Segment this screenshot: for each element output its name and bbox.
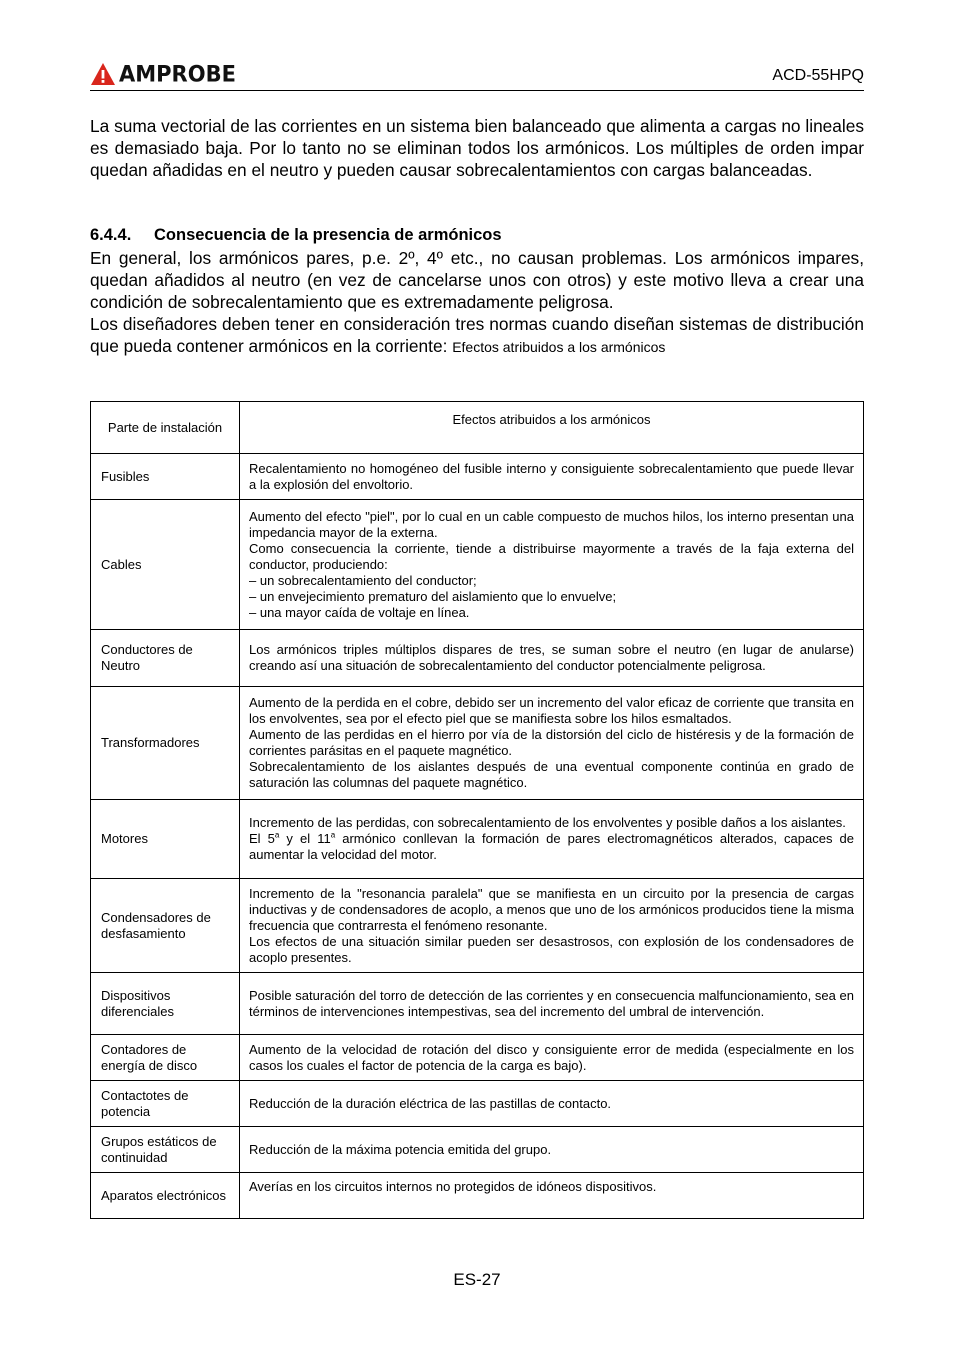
effect-line: Averías en los circuitos internos no protegidos de idóneos dispositivos.: [249, 1179, 657, 1194]
effect-line: Como consecuencia la corriente, tiende a distribuirse mayormente a través de la faja externa del conductor, produciendo:: [249, 540, 854, 572]
effect-line: [249, 831, 854, 863]
header-part: Parte de instalación: [91, 402, 240, 454]
section-title: Consecuencia de la presencia de armónicos: [154, 226, 502, 244]
effect-line: Aumento de la perdida en el cobre, debido ser un incremento del valor eficaz de corriente que transita en los envolventes, sea por el efecto piel que se manifiesta sobre los hilos esmaltados.: [249, 695, 854, 726]
effect-line: Aumento del efecto "piel", por lo cual en un cable compuesto de muchos hilos, los interno presentan una impedancia mayor de la externa.: [249, 508, 854, 540]
header-effects: Efectos atribuidos a los armónicos: [240, 402, 864, 454]
harmonics-effects-table: [90, 401, 864, 1219]
effect-line: – un envejecimiento prematuro del aislamiento que lo envuelve;: [249, 588, 617, 604]
row-effects: [240, 454, 864, 500]
intro-paragraph: La suma vectorial de las corrientes en un sistema bien balanceado que alimenta a cargas no lineales es demasiado baja. Por lo tanto no se eliminan todos los armónicos. Los múltiples de orden impar quedan añadidas en el neutro y pueden causar sobrecalentamientos con cargas balanceadas.: [90, 116, 864, 180]
effect-line: Posible saturación del torro de detección de las corrientes y en consecuencia malfuncionamiento, sea en términos de intervenciones intempestivas, sea del incremento del umbral de intervención.: [249, 987, 854, 1019]
section-paragraph-2: [90, 313, 864, 358]
table-row: [91, 879, 864, 973]
page-number: ES-27: [453, 1270, 501, 1289]
effect-line: Incremento de las perdidas, con sobrecalentamiento de los envolventes y posible daños a los aislantes.: [249, 815, 846, 830]
table-row: [91, 454, 864, 500]
row-part: Transformadores: [91, 687, 240, 800]
effect-line: Sobrecalentamiento de los aislantes después de una eventual componente continúa en grado de saturación las columnas del paquete magnético.: [249, 759, 854, 790]
row-effects: [240, 687, 864, 800]
effect-text: El 5: [249, 831, 275, 846]
table-row: [91, 1035, 864, 1081]
table-row: [91, 630, 864, 687]
table-header-row: [91, 402, 864, 454]
effect-line: – una mayor caída de voltaje en línea.: [249, 604, 470, 620]
ordinal-superscript: a: [274, 830, 280, 840]
row-part: Motores: [91, 800, 240, 879]
effect-line: Reducción de la máxima potencia emitida del grupo.: [249, 1141, 552, 1157]
effect-line: Aumento de las perdidas en el hierro por vía de la distorsión del ciclo de histéresis y de la formación de corrientes parásitas en el paquete magnético.: [249, 727, 854, 758]
row-part: Fusibles: [91, 454, 240, 500]
row-part: Cables: [91, 500, 240, 630]
row-part: Dispositivos diferenciales: [91, 973, 240, 1035]
row-effects: [240, 1035, 864, 1081]
section-paragraph-2-small: Efectos atribuidos a los armónicos: [452, 339, 666, 355]
ordinal-superscript: a: [330, 830, 336, 840]
row-effects: [240, 500, 864, 630]
row-effects: [240, 973, 864, 1035]
effect-text: armónico conllevan la formación de pares electromagnéticos alterados, capaces de aumentar la velocidad del motor.: [249, 831, 854, 862]
section-paragraph-1: En general, los armónicos pares, p.e. 2º, 4º etc., no causan problemas. Los armónicos impares, quedan añadidos al neutro (en vez de cancelarse unos con otros) y este motivo lleva a crear una condición de sobrecalentamiento que es extremadamente peligrosa.: [90, 248, 864, 312]
brand-name: AMPROBE: [119, 61, 236, 87]
table-row: [91, 1173, 864, 1219]
row-part: Aparatos electrónicos: [91, 1173, 240, 1219]
effect-line: – un sobrecalentamiento del conductor;: [249, 572, 477, 588]
effect-line: Los armónicos triples múltiplos dispares de tres, se suman sobre el neutro (en lugar de anularse) creando así una situación de sobrecalentamiento del conductor potencialmente peligrosa.: [249, 642, 854, 673]
effect-text: y el 11: [279, 831, 331, 846]
row-effects: [240, 1081, 864, 1127]
row-part: Conductores de Neutro: [91, 630, 240, 687]
table-row: [91, 500, 864, 630]
brand-logo: [90, 60, 236, 88]
section-number: 6.4.4.: [90, 226, 132, 244]
row-effects: [240, 879, 864, 973]
table-row: [91, 973, 864, 1035]
warning-triangle-icon: [90, 62, 116, 86]
row-part: Contadores de energía de disco: [91, 1035, 240, 1081]
model-number: ACD-55HPQ: [772, 67, 864, 84]
row-part: Grupos estáticos de continuidad: [91, 1127, 240, 1173]
effect-line: Los efectos de una situación similar pueden ser desastrosos, con explosión de los condensadores de acoplo presentes.: [249, 933, 854, 965]
effect-line: Aumento de la velocidad de rotación del disco y consiguiente error de medida (especialmente en los casos los cuales el factor de potencia de la carga es bajo).: [249, 1041, 854, 1073]
page-header: [90, 58, 864, 91]
effect-line: Incremento de la "resonancia paralela" que se manifiesta en un circuito por la presencia de cargas inductivas y de condensadores de acoplo, a menos que uno de los armónicos producidos tiene la misma frecuencia que contrarresta el fenómeno resonante.: [249, 885, 854, 933]
row-effects: [240, 1173, 864, 1219]
table-row: [91, 687, 864, 800]
effect-line: Recalentamiento no homogéneo del fusible interno y consiguiente sobrecalentamiento que puede llevar a la explosión del envoltorio.: [249, 460, 854, 492]
effect-line: Reducción de la duración eléctrica de las pastillas de contacto.: [249, 1095, 612, 1111]
row-part: Condensadores de desfasamiento: [91, 879, 240, 973]
row-effects: [240, 630, 864, 687]
row-part: Contactotes de potencia: [91, 1081, 240, 1127]
table-row: [91, 1081, 864, 1127]
section-heading: [90, 226, 502, 245]
table-row: [91, 1127, 864, 1173]
row-effects: [240, 1127, 864, 1173]
section-paragraph-2-text: Los diseñadores deben tener en consideración tres normas cuando diseñan sistemas de distribución que pueda contener armónicos en la corriente:: [90, 314, 864, 356]
table-row: [91, 800, 864, 879]
row-effects: [240, 800, 864, 879]
